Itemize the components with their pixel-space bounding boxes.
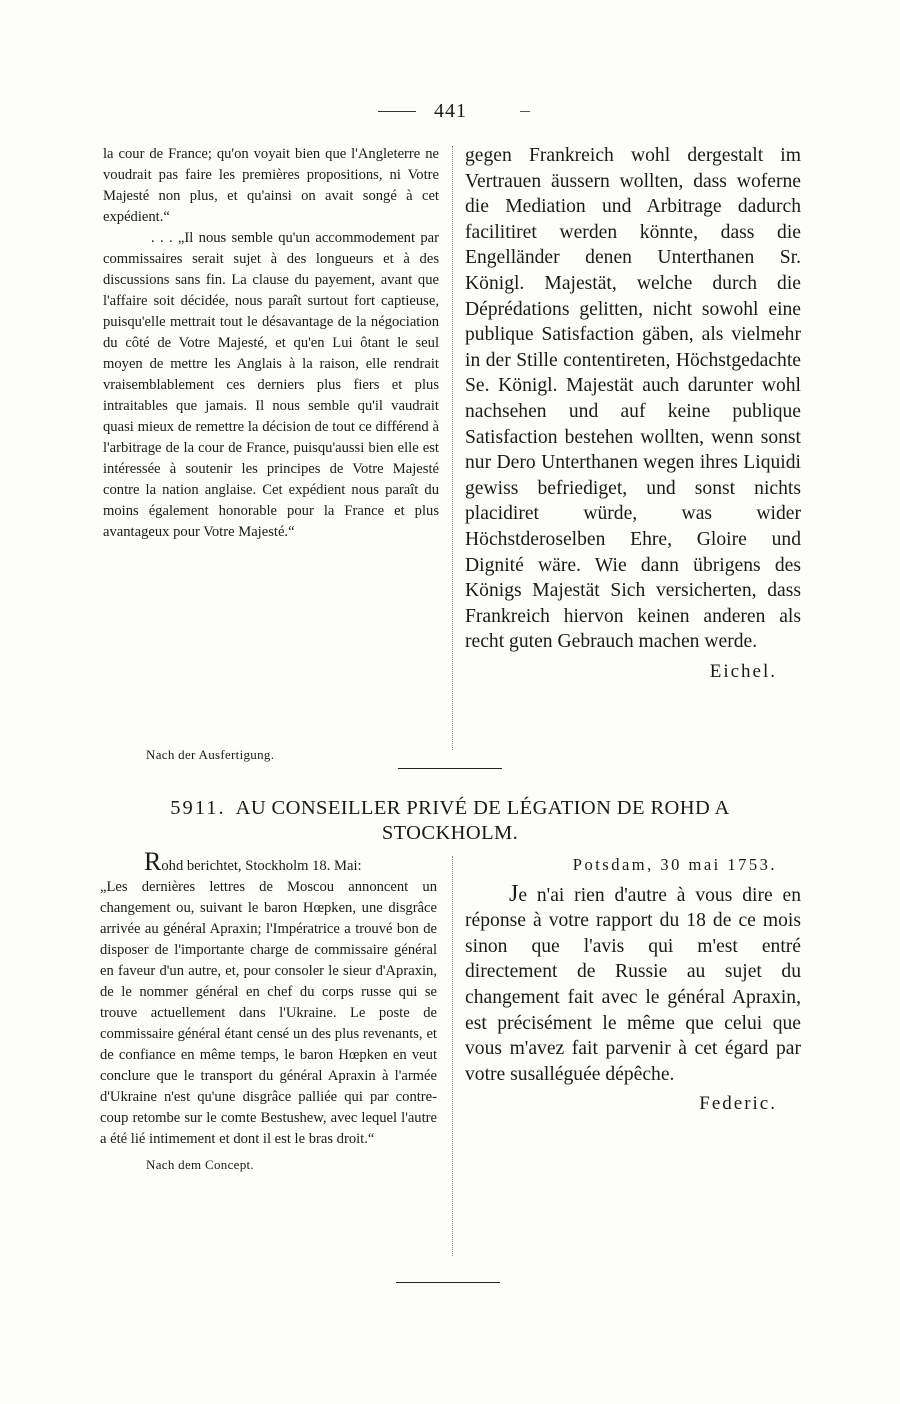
- signature-eichel: Eichel.: [709, 660, 777, 682]
- page-number: 441: [434, 100, 467, 122]
- top-right-column: [465, 143, 801, 684]
- page-header: [0, 100, 900, 124]
- column-divider-bottom: [452, 856, 453, 1256]
- lead-text: ohd berichtet, Stockholm 18. Mai:: [161, 858, 362, 874]
- closing-rule: [396, 1282, 500, 1283]
- top-right-paragraph: gegen Frankreich wohl dergestalt im Vertrauen äussern wollten, dass woferne die Mediation und Arbitrage dadurch facilitiret werden könnte, dass die Engelländer denen Unterthanen Sr. Königl. Majestät, welche durch die Déprédations gelitten, nicht sowohl eine publique Satisfaction gäben, als vielmehr in der Stille contentireten, Höchstgedachte Se. Königl. Majestät auch darunter wohl nachsehen und auf keine publique Satisfaction bestehen wollten, wenn sonst nur Dero Unterthanen wegen ihres Liquidi gewiss befriediget, und sonst nichts placidiret würde, was wider Höchstderoselben Ehre, Gloire und Dignité wäre. Wie dann übrigens des Königs Majestät Sich versicherten, dass Frankreich hiervon keinen anderen als recht guten Gebrauch machen werde.: [465, 145, 801, 653]
- letter-initial: J: [509, 880, 519, 907]
- signature-federic: Federic.: [699, 1093, 777, 1115]
- section-heading: [100, 796, 800, 846]
- top-left-column: [103, 144, 439, 543]
- letter-body: [465, 882, 801, 1088]
- report-lead: [100, 847, 437, 877]
- place-date: Potsdam, 30 mai 1753.: [572, 855, 777, 874]
- bottom-right-column: [465, 852, 801, 1117]
- report-quote: „Les dernières lettres de Moscou annoncent un changement ou, suivant le baron Hœpken, une disgrâce arrivée au général Apraxin; l'Impératrice a trouvé bon de disposer de l'importante charge de commissaire général en faveur d'un autre, et, pour consoler le sieur d'Apraxin, de le nommer général en chef du corps russe qui se trouve actuellement dans l'Ukraine. Le poste de commissaire général étant censé un des plus revenants, et de confiance en même temps, le baron Hœpken en veut conclure que le transport du général Apraxin à l'armée d'Ukraine n'est qu'une disgrâce palliée qui par contre-coup retombe sur le comte Bestushew, avec lequel l'autre a été lié intimement et dont il est le bras droit.“: [100, 879, 437, 1147]
- section-number: 5911.: [170, 797, 226, 819]
- source-note-top: Nach der Ausfertigung.: [146, 747, 275, 762]
- section-rule: [398, 768, 502, 769]
- lead-initial: R: [144, 847, 162, 876]
- column-divider-top: [452, 146, 453, 750]
- header-rule-right: [520, 111, 530, 112]
- top-left-paragraph-2: . . . „Il nous semble qu'un accommodement par commissaires serait sujet à des longueurs et à des discussions sans fin. La clause du payement, avant que l'affaire soit décidée, nous paraît surtout fort captieuse, puisqu'elle mettrait tout le désavantage de la négociation du côté de Votre Majesté, et qu'en Lui ôtant le seul moyen de mettre les Anglais à la raison, elle rendrait vraisemblablement ces derniers plus fiers et plus intraitables que jamais. Il nous semble qu'il vaudrait quasi mieux de remettre la décision de tout ce différend à l'arbitrage de la cour de France, puisqu'aussi bien elle est intéressée à soutenir les principes de Votre Majesté contre la nation anglaise. Cet expédient nous paraît du moins également honorable pour la France et plus avantageux pour Votre Majesté.“: [103, 230, 439, 540]
- letter-text: e n'ai rien d'autre à vous dire en réponse à votre rapport du 18 de ce mois sinon que l'avis qui m'est entré directement de Russie au sujet du changement fait avec le général Apraxin, est précisément le même que celui que vous m'avez fait parvenir à cet égard par votre susalléguée dépêche.: [465, 884, 801, 1085]
- section-title: AU CONSEILLER PRIVÉ DE LÉGATION DE ROHD A STOCKHOLM.: [235, 797, 730, 844]
- header-rule-left: [378, 111, 416, 112]
- top-left-paragraph-1: la cour de France; qu'on voyait bien que l'Angleterre ne voudrait pas faire les premières propositions, ni Votre Majesté non plus, et qu'ainsi on avait songé à cet expédient.“: [103, 146, 439, 225]
- source-note-bottom: Nach dem Concept.: [146, 1157, 254, 1172]
- bottom-left-column: [100, 847, 437, 1175]
